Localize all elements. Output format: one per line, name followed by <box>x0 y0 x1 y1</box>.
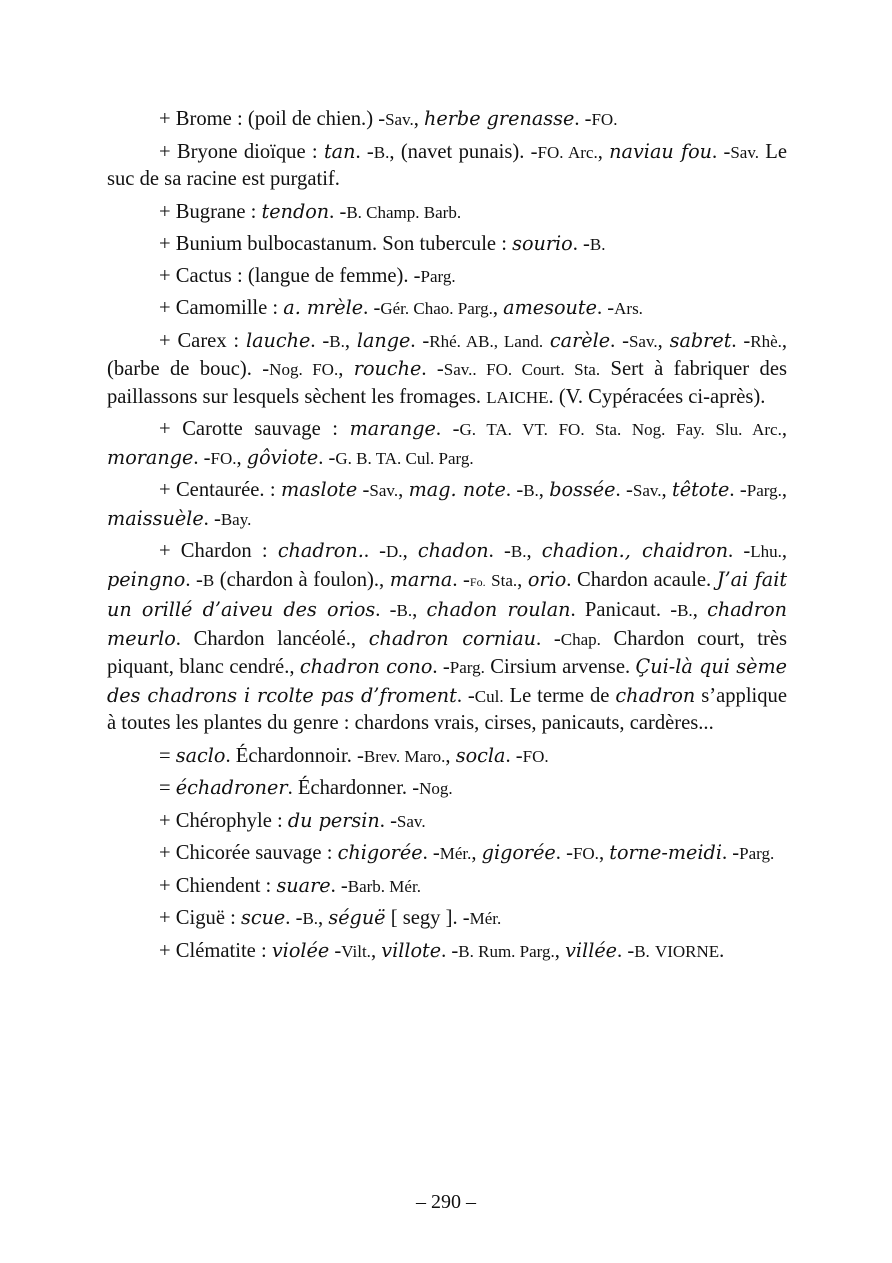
entry-text: + Camomille : <box>159 297 284 319</box>
entry-text: , <box>781 479 788 501</box>
locality-abbreviation: Bay. <box>220 509 252 529</box>
locality-abbreviation: B. <box>523 481 539 500</box>
dictionary-entry <box>107 415 787 472</box>
entry-text: + Brome : (poil de chien.) - <box>159 108 386 130</box>
dictionary-entry <box>107 807 787 836</box>
entry-text: . - <box>721 842 740 864</box>
dialect-term: bossée <box>549 478 616 501</box>
entry-text: . - <box>203 507 221 530</box>
dialect-term: du persin <box>287 808 380 832</box>
dialect-term: mag. note <box>408 478 506 501</box>
entry-text <box>543 330 550 352</box>
dialect-term: violée <box>271 938 330 962</box>
entry-text: . - <box>310 329 330 352</box>
dialect-term: marna <box>389 567 453 591</box>
dialect-term: J’ai fait un orillé d’aiveu des orios <box>107 567 788 621</box>
locality-abbreviation: Ars. <box>614 299 643 318</box>
dictionary-entry <box>107 904 787 933</box>
entry-text: , <box>597 140 610 163</box>
entry-text: . - <box>536 627 561 650</box>
dialect-term: tan <box>323 139 356 163</box>
locality-abbreviation: Parg. <box>739 844 775 863</box>
dialect-term: herbe grenasse <box>424 107 575 130</box>
locality-abbreviation: FO. <box>591 110 618 129</box>
locality-abbreviation: LAICHE <box>486 387 549 407</box>
entry-text: . - <box>729 479 747 501</box>
locality-abbreviation: Sav. <box>628 331 658 351</box>
dialect-term: Çui-là qui sème des chadrons i rcolte pas d’froment <box>107 655 788 707</box>
dialect-term: carèle <box>549 328 611 352</box>
locality-abbreviation: Sav. <box>369 481 399 500</box>
dictionary-entry <box>107 839 787 868</box>
page-number: – 290 – <box>416 1191 476 1213</box>
entry-text: . - <box>435 418 460 440</box>
entry-text: + Ciguë : <box>159 907 241 929</box>
entry-text: . - <box>596 297 615 319</box>
locality-abbreviation: D. <box>386 542 403 561</box>
locality-abbreviation: B. <box>329 331 345 351</box>
dialect-term: rouche <box>353 357 422 380</box>
dictionary-entries <box>107 105 787 969</box>
dictionary-entry <box>107 263 787 291</box>
entry-text: , <box>526 540 542 562</box>
entry-text: . - <box>488 540 511 562</box>
dialect-term: villée <box>565 938 618 962</box>
entry-text: . - <box>731 329 751 352</box>
dialect-term: chadron <box>615 683 696 707</box>
locality-abbreviation: VIORNE <box>654 941 720 961</box>
entry-text: , <box>445 744 456 767</box>
dialect-term: amesoute <box>503 296 597 319</box>
entry-text: . - <box>574 108 592 130</box>
entry-text: , <box>344 329 357 352</box>
entry-text: + Carex : <box>159 329 246 352</box>
entry-text: , <box>781 418 787 440</box>
locality-abbreviation: Sav.. FO. Court. Sta. <box>443 360 601 379</box>
dialect-term: chadron meurlo <box>107 598 788 650</box>
entry-text: . - <box>379 809 397 832</box>
entry-text: + Carotte sauvage : <box>159 418 350 440</box>
entry-text: , (barbe de bouc). - <box>107 329 788 380</box>
entry-text: , <box>538 479 550 501</box>
entry-text: + Chardon : <box>159 540 278 562</box>
locality-abbreviation: B. <box>396 601 413 620</box>
dialect-term: peingno <box>107 567 186 591</box>
entry-text: , <box>781 540 788 562</box>
entry-text: . - <box>375 599 397 621</box>
entry-text: . - <box>728 540 751 562</box>
entry-text: + Clématite : <box>159 939 272 962</box>
entry-text: . Panicaut. - <box>570 599 678 621</box>
entry-text: + Bunium bulbocastanum. Son tubercule : <box>159 233 513 255</box>
entry-text: . - <box>712 140 731 163</box>
dictionary-entry <box>107 476 787 533</box>
locality-abbreviation: Brev. Maro. <box>363 746 446 766</box>
locality-abbreviation: B. <box>634 941 650 961</box>
dictionary-entry <box>107 198 787 227</box>
entry-text: , <box>398 479 409 501</box>
entry-text: . - <box>422 842 440 864</box>
entry-text: . - <box>285 907 303 929</box>
entry-text: [ segy ]. - <box>385 907 470 929</box>
dialect-term: séguë <box>328 906 386 929</box>
locality-abbreviation: FO. <box>522 746 549 766</box>
locality-abbreviation: B. <box>302 909 319 928</box>
entry-text: . Échardonnoir. - <box>225 744 364 767</box>
entry-text: = <box>159 777 176 799</box>
locality-abbreviation: Lhu. <box>750 542 782 561</box>
entry-text: . Chardon acaule. <box>566 568 717 591</box>
dialect-term: naviau fou <box>609 139 713 163</box>
entry-text: . - <box>363 297 381 319</box>
locality-abbreviation: B. <box>589 235 606 254</box>
entry-text: + Bryone dioïque : <box>159 140 324 163</box>
entry-text: , <box>492 297 504 319</box>
locality-abbreviation: Mér. <box>439 844 472 863</box>
entry-text: + Chérophyle : <box>159 809 288 832</box>
entry-text: , <box>412 599 427 621</box>
entry-text: . - <box>617 939 635 962</box>
locality-abbreviation: Nog. FO. <box>269 360 339 379</box>
entry-text: , <box>413 108 425 130</box>
dialect-term: scue <box>240 906 286 929</box>
locality-abbreviation: FO. Arc. <box>537 142 598 162</box>
locality-abbreviation: Parg. <box>746 481 782 500</box>
entry-text: . - <box>330 874 348 897</box>
entry-text: (chardon à foulon)., <box>214 568 390 591</box>
entry-text: . - <box>432 656 450 678</box>
dialect-term: tendon <box>261 199 330 223</box>
dictionary-entry <box>107 937 787 966</box>
dictionary-entry <box>107 742 787 771</box>
locality-abbreviation: G. TA. VT. FO. Sta. Nog. Fay. Slu. Arc. <box>459 420 782 439</box>
dialect-term: chadon roulan <box>426 598 571 621</box>
dialect-term: maissuèle <box>107 506 204 530</box>
locality-abbreviation: Parg. <box>449 658 485 677</box>
dialect-term: suare <box>276 873 331 897</box>
dictionary-entry <box>107 327 787 412</box>
entry-text: , <box>692 599 708 621</box>
entry-text: Cirsium arvense. <box>484 656 636 678</box>
entry-text: . Chardon lancéolé., <box>175 627 369 650</box>
dictionary-entry <box>107 294 787 323</box>
locality-abbreviation: Sta. <box>491 570 518 590</box>
dialect-term: saclo <box>175 743 226 767</box>
dictionary-entry <box>107 537 787 738</box>
dialect-term: a. mrèle <box>283 296 364 319</box>
locality-abbreviation: Gér. Chao. Parg. <box>380 299 493 318</box>
locality-abbreviation: Vilt. <box>341 941 371 961</box>
locality-abbreviation: FO. <box>572 844 599 863</box>
entry-text: s’applique à toutes les plantes du genre : chardons vrais, cirses, panicauts, cardères... <box>107 684 787 734</box>
entry-text: . - <box>410 329 430 352</box>
entry-text: . - <box>318 446 336 469</box>
entry-text: . - <box>355 140 374 163</box>
dialect-term: chadron. <box>277 539 364 562</box>
entry-text: + Centaurée. : <box>159 479 281 501</box>
entry-text: . - <box>452 568 470 591</box>
entry-text: Le suc de sa racine est purgatif. <box>107 140 788 190</box>
locality-abbreviation: Parg. <box>420 266 456 286</box>
dictionary-entry <box>107 138 787 194</box>
dialect-term: sabret <box>669 328 732 352</box>
locality-abbreviation: B. <box>373 142 390 162</box>
dialect-term: échadroner <box>175 776 288 799</box>
dialect-term: chigorée <box>337 841 423 864</box>
entry-text: - <box>357 479 370 501</box>
entry-text: , <box>554 939 566 962</box>
locality-abbreviation: Chap. <box>560 629 601 649</box>
entry-text: + Bugrane : <box>159 200 262 223</box>
entry-text: + Chiendent : <box>159 874 277 897</box>
entry-text: . - <box>363 540 387 562</box>
entry-text: , (navet punais). - <box>389 140 538 163</box>
entry-text: . - <box>441 939 459 962</box>
locality-abbreviation: Sav. <box>385 110 414 129</box>
entry-text: = <box>159 744 176 767</box>
locality-abbreviation: FO. <box>210 448 237 468</box>
dictionary-entry <box>107 105 787 134</box>
entry-text: . - <box>185 568 203 591</box>
entry-text: . Échardonner. - <box>287 777 420 799</box>
dictionary-entry <box>107 230 787 259</box>
entry-text: , <box>370 939 382 962</box>
dialect-term: lange <box>356 328 411 352</box>
locality-abbreviation: Fo. <box>469 574 486 589</box>
dialect-term: socla <box>455 743 506 767</box>
locality-abbreviation: Sav. <box>396 811 426 831</box>
entry-text: . - <box>456 684 475 707</box>
entry-text: , <box>598 842 610 864</box>
locality-abbreviation: B. Champ. Barb. <box>346 202 462 222</box>
entry-text: . <box>719 939 725 962</box>
locality-abbreviation: Nog. <box>419 779 453 798</box>
locality-abbreviation: B. <box>510 542 527 561</box>
locality-abbreviation: G. B. TA. Cul. Parg. <box>335 448 474 468</box>
entry-text: . - <box>572 233 590 255</box>
entry-text: Le terme de <box>503 684 616 707</box>
dialect-term: chadron cono <box>299 655 433 678</box>
dialect-term: maslote <box>280 478 358 501</box>
dialect-term: lauche <box>245 328 311 352</box>
entry-text: , <box>517 568 528 591</box>
entry-text: . - <box>421 358 444 380</box>
entry-text: , <box>338 358 354 380</box>
entry-text: . - <box>193 446 211 469</box>
entry-text: Sert à fabriquer des paillassons sur lesquels sèchent les fromages. <box>107 358 787 408</box>
locality-abbreviation: Sav. <box>730 142 759 162</box>
dialect-term: chadion., chaidron <box>541 539 729 562</box>
dialect-term: torne-meidi <box>609 841 722 864</box>
entry-text: - <box>329 939 342 962</box>
entry-text: , <box>471 842 482 864</box>
entry-text: . - <box>505 479 524 501</box>
locality-abbreviation: Rhé. AB., Land. <box>429 331 544 351</box>
locality-abbreviation: Sav. <box>632 481 662 500</box>
entry-text: Chardon court, très piquant, blanc cendré., <box>107 627 787 678</box>
entry-text: , <box>657 329 670 352</box>
locality-abbreviation: B. Rum. Parg. <box>458 941 555 961</box>
locality-abbreviation: Rhè. <box>750 331 782 351</box>
dialect-term: sourio <box>512 232 573 255</box>
dialect-term: chadon <box>417 539 489 562</box>
entry-text: , <box>402 540 418 562</box>
dialect-term: villote <box>381 938 442 962</box>
dialect-term: morange <box>107 445 194 469</box>
locality-abbreviation: B. <box>677 601 693 620</box>
entry-text: + Cactus : (langue de femme). - <box>159 264 421 287</box>
dialect-term: marange <box>349 417 436 440</box>
locality-abbreviation: Mér. <box>469 909 502 928</box>
entry-text: . - <box>555 842 573 864</box>
dialect-term: chadron corniau <box>368 626 537 650</box>
entry-text: . - <box>505 744 523 767</box>
entry-text: . - <box>615 479 633 501</box>
dialect-term: orio <box>527 567 567 591</box>
entry-text: + Chicorée sauvage : <box>159 842 338 864</box>
entry-text: . - <box>610 329 629 352</box>
dictionary-entry <box>107 872 787 901</box>
entry-text: , <box>318 907 329 929</box>
locality-abbreviation: Barb. Mér. <box>347 876 421 896</box>
locality-abbreviation: B <box>202 570 215 590</box>
entry-text: , <box>661 479 672 501</box>
entry-text: . (V. Cypéracées ci-après). <box>548 385 766 408</box>
entry-text: , <box>236 446 247 469</box>
dialect-term: têtote <box>672 478 730 501</box>
dictionary-entry <box>107 774 787 803</box>
dialect-term: gôviote <box>246 445 319 469</box>
entry-text: . - <box>329 200 347 223</box>
dialect-term: gigorée <box>481 841 556 864</box>
locality-abbreviation: Cul. <box>474 686 504 706</box>
